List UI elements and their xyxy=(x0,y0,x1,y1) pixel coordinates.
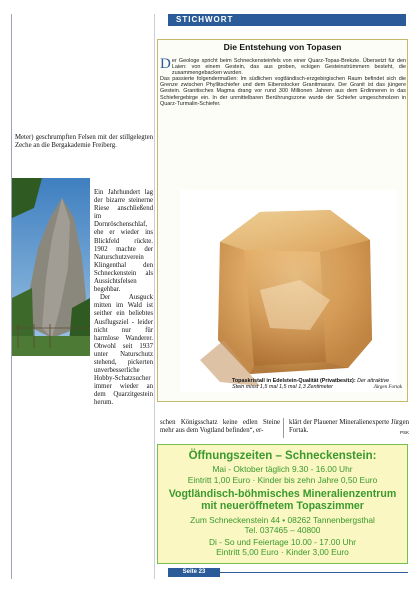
continuation-divider xyxy=(283,418,284,438)
opening-hours-heading: Öffnungszeiten – Schneckenstein: xyxy=(188,450,377,462)
footer-rule xyxy=(220,572,408,573)
continuation-col-1: schen Königsschatz keine edlen Steine mehr aus dem Vogtland befinden“, er- xyxy=(160,419,280,434)
sidebar-paragraph-1: er Geologe spricht beim Schneckensteinfels von einer Quarz-Topas-Brekzie. Übersetzt für den Laien: von einem Gestein, das aus groben, eckigen Gesteinstrümmern besteht, die zusammengebacken wurden. xyxy=(171,58,406,77)
continuation-col-2 xyxy=(289,419,409,437)
continuation-col-2-text: klärt der Plauener Mineralienexperte Jürgen Fortak. xyxy=(289,419,409,434)
mineral-center-address: Zum Schneckenstein 44 • 08262 Tannenbergsthal xyxy=(190,515,375,525)
author-sign: PSK xyxy=(399,430,409,435)
dropcap: D xyxy=(160,56,171,72)
mineral-center-phone: Tel. 037465 – 40800 xyxy=(244,525,321,535)
page-number: Seite 23 xyxy=(168,568,220,577)
mineral-center-prices: Eintritt 5,00 Euro · Kinder 3,00 Euro xyxy=(216,547,349,557)
section-header-label: STICHWORT xyxy=(176,15,234,24)
topaz-crystal-image xyxy=(180,190,398,392)
sidebar-box-title: Die Entstehung von Topasen xyxy=(223,42,342,52)
opening-hours-line-2: Eintritt 1,00 Euro · Kinder bis zehn Jahre 0,50 Euro xyxy=(187,475,378,485)
sidebar-paragraph-2: Das passierte folgendermaßen: Im südlichen vogtländisch-erzgebirgischen Raum befindet sich die Grenze zwischen Phyllitschiefer und dem Eibenstocker Granitmassiv. Der Granit ist das jüngere Gestein. Granitisches Magma drang vor rund 300 Millionen Jahren aus dem Erdinneren in das Schiefergebirge ein. In der unmittelbaren Berührungszone wurde der Schiefer umgeschmolzen in Quarz-Turmalin-Schiefer. xyxy=(160,76,406,107)
opening-hours-line-1: Mai - Oktober täglich 9.30 - 16.00 Uhr xyxy=(212,464,353,474)
article-paragraph-2: Der Ausguck mitten im Wald ist seither ein beliebtes Ausflugsziel - leider nicht nur für harmlose Wanderer. Obwohl seit 1937 unter Naturschutz stehend, pickerten unverbesserliche Hobby-Schatzsucher immer wieder an dem Quarzitgestein herum. xyxy=(94,294,153,407)
mineral-center-hours: Di - So und Feiertage 10.00 - 17.00 Uhr xyxy=(208,537,357,547)
article-text-top: Meter) geschrumpften Felsen mit der stillgelegten Zeche an die Bergakademie Freiberg. xyxy=(15,134,153,150)
caption-italic: Der attraktive Stein misst 1,5 mal 1,5 mal 1,3 Zentimeter xyxy=(232,378,390,391)
image-caption xyxy=(232,378,402,390)
caption-credit: Jürgen Fortak xyxy=(373,385,402,391)
article-paragraph-1: Ein Jahrhundert lag der bizarre steinerne Riese anschließend im Dornröschenschlaf, ehe er wieder ins Blickfeld rückte. 1902 machte der Naturschutzverein Klingenthal den Schneckenstein als Aussichtsfelsen begehbar. xyxy=(94,189,153,294)
sidebar-box-body xyxy=(160,58,406,107)
mineral-center-heading-1: Vogtländisch-böhmisches Mineralienzentrum xyxy=(168,488,397,500)
caption-bold: Topaskristall in Edelstein-Qualität (Privatbesitz): xyxy=(232,378,356,384)
mineral-center-heading-2: mit neueröffnetem Topaszimmer xyxy=(201,500,364,512)
column-divider xyxy=(154,14,155,579)
article-text-main xyxy=(94,189,153,408)
section-header xyxy=(168,14,406,26)
schneckenstein-rock-photo xyxy=(12,178,90,356)
